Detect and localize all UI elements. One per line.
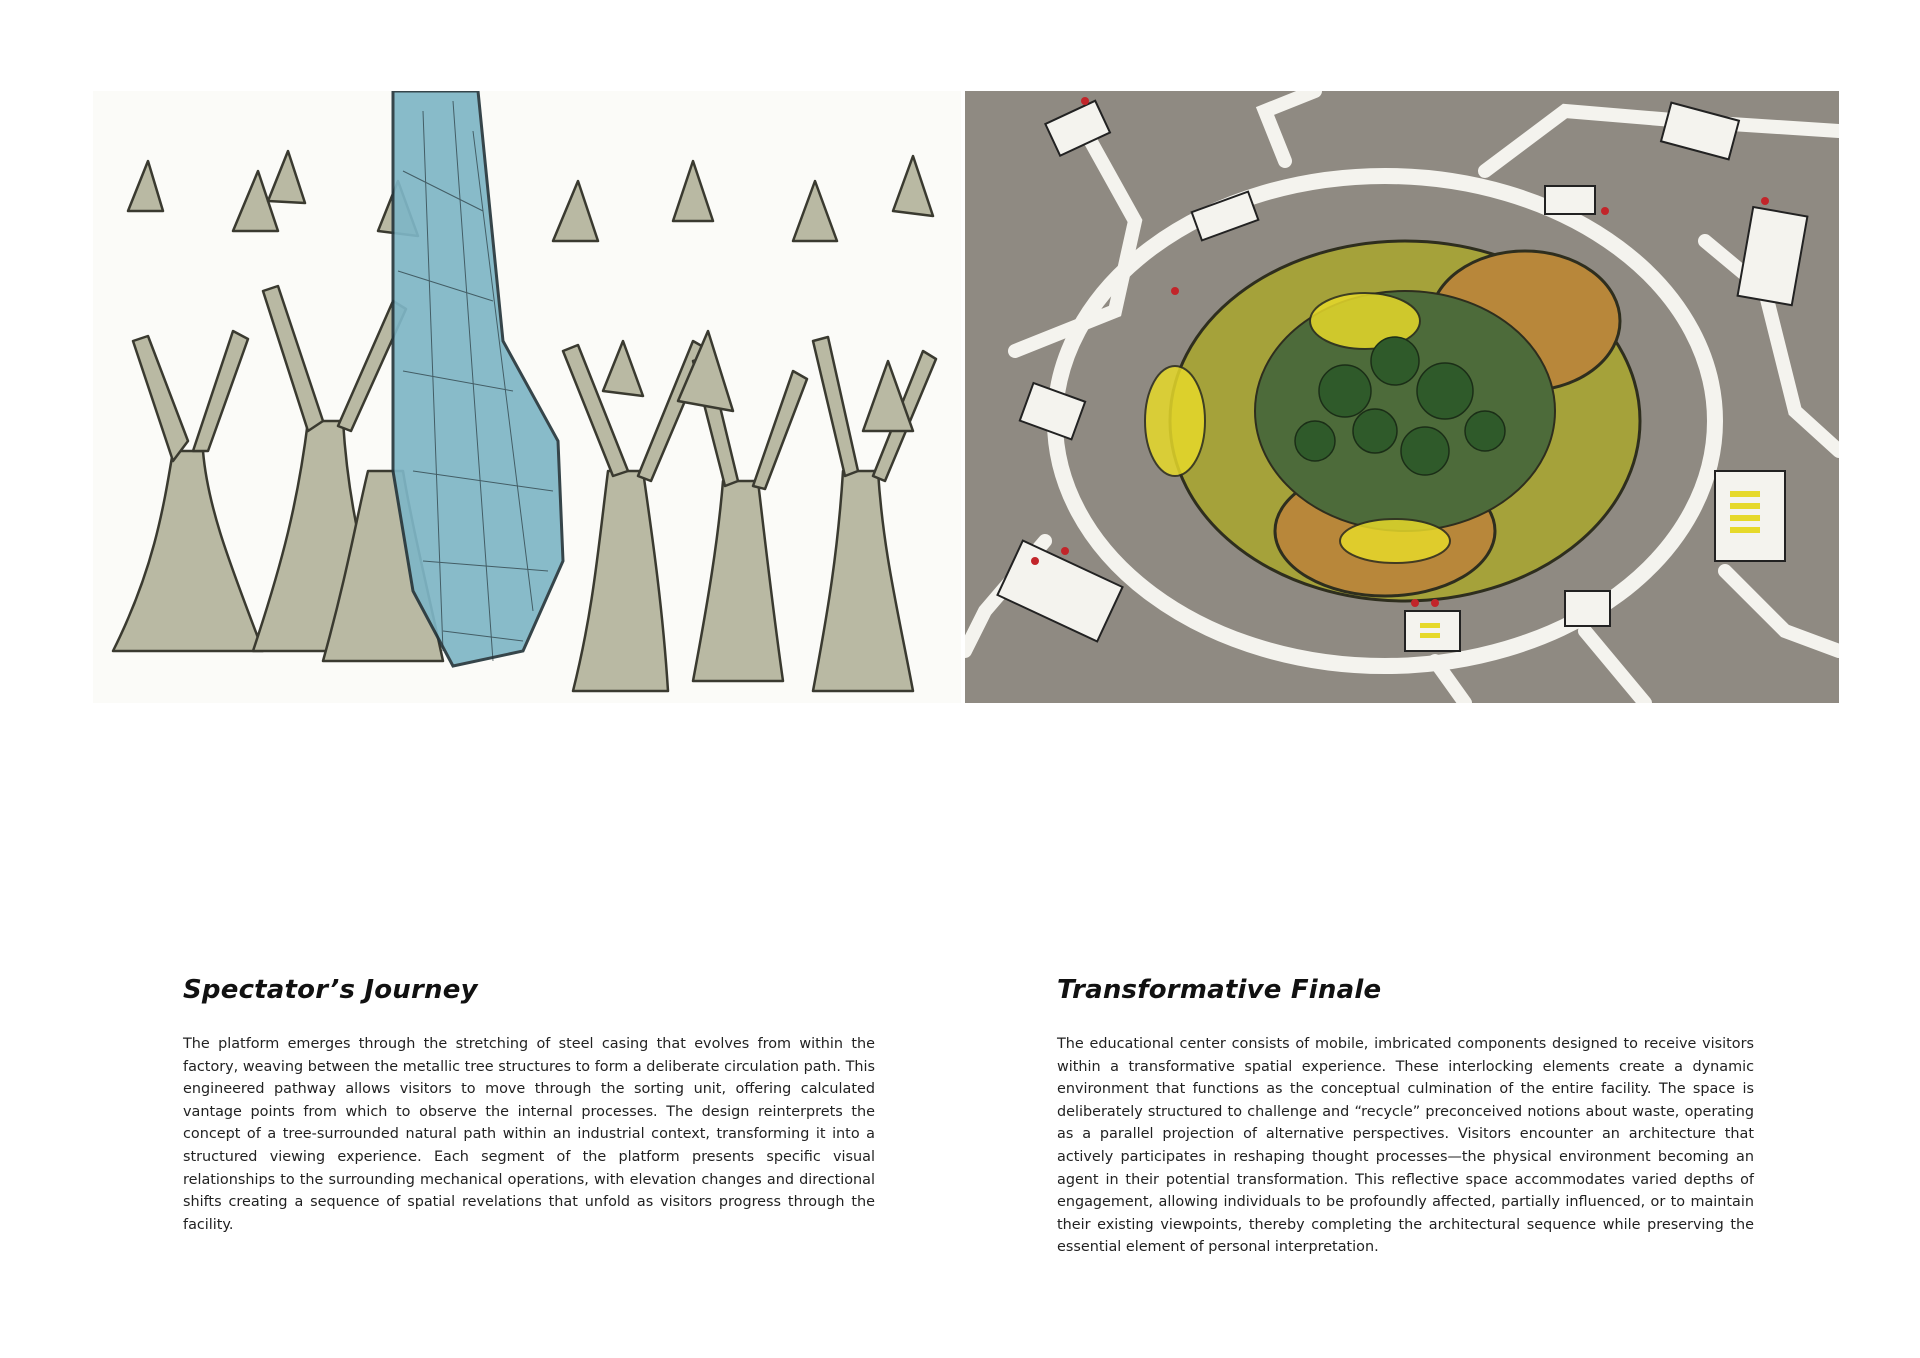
transformative-finale-section (1057, 975, 1754, 1259)
drawing-educational-center (965, 91, 1839, 703)
section-body: The platform emerges through the stretching of steel casing that evolves from within the factory, weaving between the metallic tree structures to form a deliberate circulation path. This engineered pathway allows visitors to move through the sorting unit, offering calculated vantage points from which to observe the internal processes. The design reinterprets the concept of a tree-surrounded natural path within an industrial context, transforming it into a structured viewing experience. Each segment of the platform presents specific visual relationships to the surrounding mechanical operations, with elevation changes and directional shifts creating a sequence of spatial revelations that unfold as visitors progress through the facility. (183, 1036, 875, 1233)
tree-structures-illustration (93, 91, 961, 703)
section-title: Spectator’s Journey (183, 975, 478, 1005)
spectators-journey-section (183, 975, 875, 1236)
drawing-metallic-trees (93, 91, 961, 703)
section-title: Transformative Finale (1057, 975, 1382, 1005)
section-body: The educational center consists of mobile, imbricated components designed to receive visitors within a transformative spatial experience. These interlocking elements create a dynamic environment that functions as the conceptual culmination of the entire facility. The space is deliberately structured to challenge and “recycle” preconceived notions about waste, operating as a parallel projection of alternative perspectives. Visitors encounter an architecture that actively participates in reshaping thought processes—the physical environment becoming an agent in their potential transformation. This reflective space accommodates varied depths of engagement, allowing individuals to be profoundly affected, partially influenced, or to maintain their existing viewpoints, thereby completing the architectural sequence while preserving the essential element of personal interpretation. (1057, 1036, 1754, 1256)
educational-center-illustration (965, 91, 1839, 703)
